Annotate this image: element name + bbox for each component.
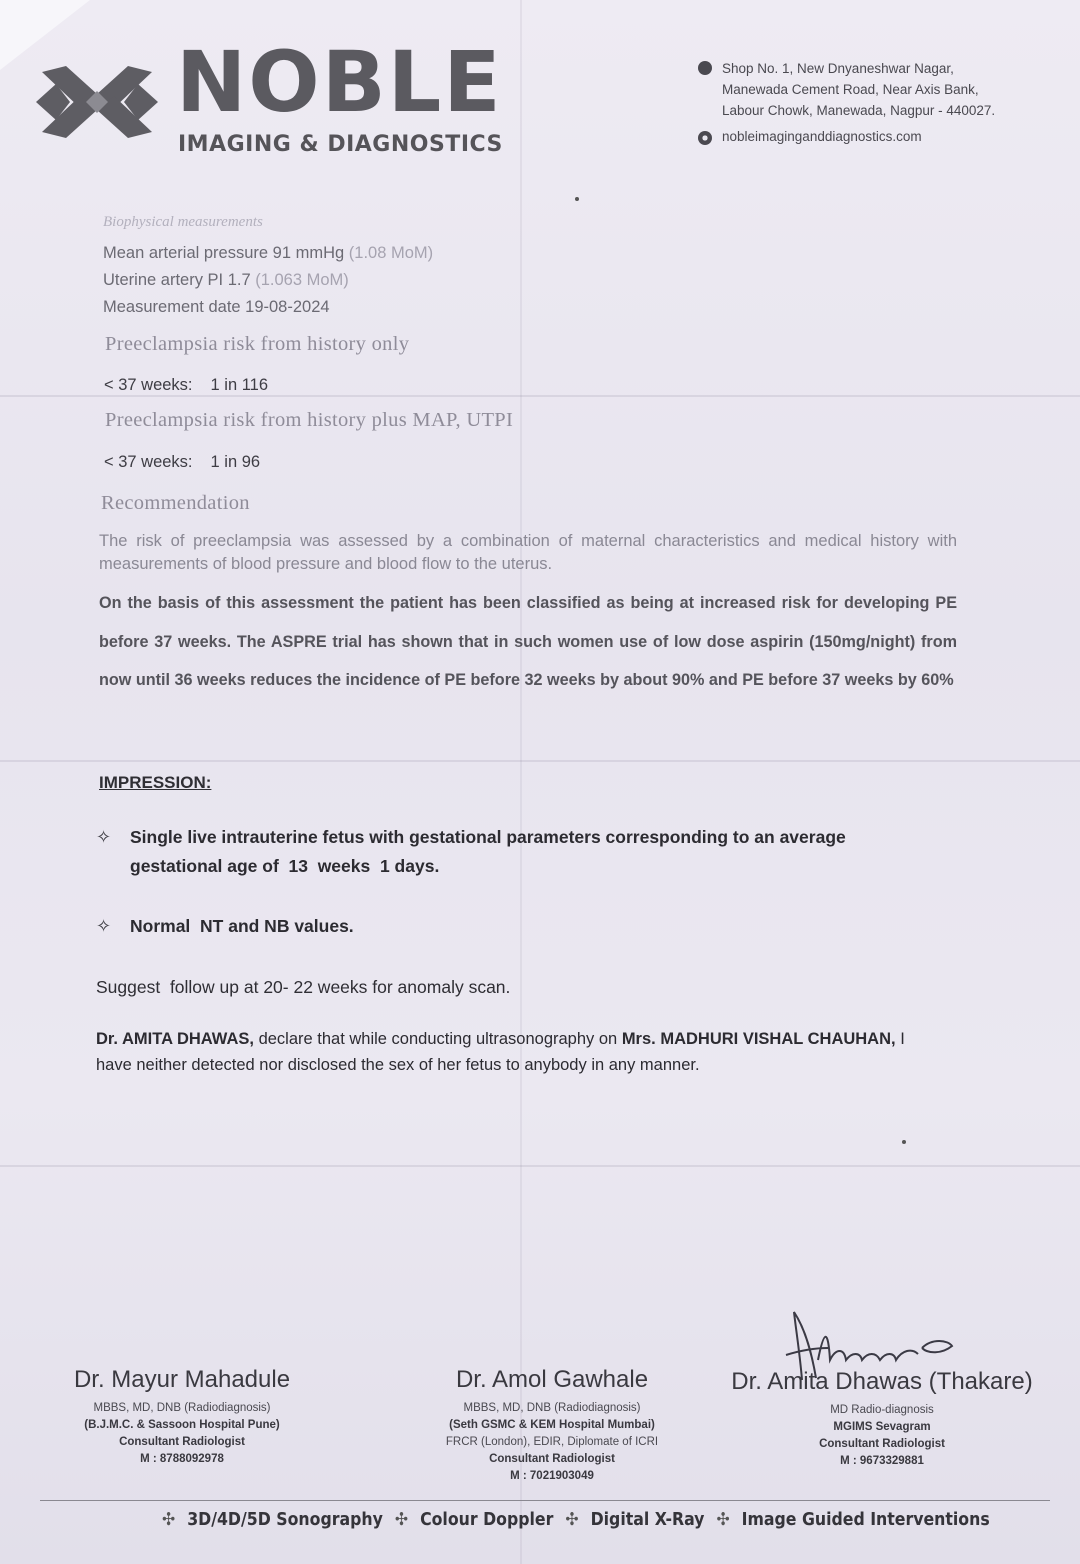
paper-fold: [0, 395, 1080, 397]
ink-dot: [902, 1140, 906, 1144]
paper-fold: [0, 1165, 1080, 1167]
doctor-card: [412, 1366, 692, 1485]
service-item: 3D/4D/5D Sonography: [187, 1510, 383, 1530]
services-footer: [150, 1510, 990, 1530]
impression-line: Single live intrauterine fetus with gestational parameters corresponding to an average: [130, 827, 846, 847]
service-item: Digital X-Ray: [590, 1510, 705, 1530]
declaration-text: declare that while conducting ultrasonography on: [253, 1030, 622, 1048]
recommendation-heading: Recommendation: [101, 492, 250, 514]
measurement-date: Measurement date 19-08-2024: [103, 298, 330, 316]
utpi-label: Uterine artery PI 1.7: [103, 271, 251, 289]
doctor-role: Consultant Radiologist: [119, 1436, 245, 1448]
map-label: Mean arterial pressure 91 mmHg: [103, 244, 345, 262]
clinic-website: [698, 128, 922, 145]
impression-line: gestational age of 13 weeks 1 days.: [130, 856, 440, 876]
doctor-card: [52, 1366, 312, 1468]
risk-plus-heading: Preeclampsia risk from history plus MAP, UTPI: [105, 409, 514, 431]
doctor-role: Consultant Radiologist: [489, 1453, 615, 1465]
separator-icon: ✣: [716, 1510, 730, 1530]
clinic-address: [698, 58, 995, 121]
paper-fold: [0, 760, 1080, 762]
declaration: [96, 1026, 916, 1078]
impression-heading: IMPRESSION:: [99, 773, 212, 792]
footer-divider: [40, 1500, 1050, 1501]
noble-logo-icon: [36, 62, 158, 142]
ink-dot: [575, 197, 579, 201]
risk-value: 1 in 116: [210, 376, 269, 394]
website-text: nobleimaginganddiagnostics.com: [722, 129, 922, 144]
biophysical-heading: Biophysical measurements: [103, 214, 263, 230]
doctor-mobile: M : 8788092978: [140, 1453, 224, 1465]
follow-up-suggestion: Suggest follow up at 20- 22 weeks for anomaly scan.: [96, 977, 511, 997]
declaration-text: I have neither detected nor disclosed the sex of her fetus to anybody in any manner.: [96, 1030, 905, 1074]
doctor-mobile: M : 9673329881: [840, 1455, 924, 1467]
risk-plus-result: [104, 453, 260, 472]
location-pin-icon: [698, 61, 712, 75]
paper-fold: [520, 0, 522, 1564]
globe-icon: [698, 131, 712, 145]
brand-subtitle: IMAGING & DIAGNOSTICS: [178, 132, 503, 157]
brand-name: NOBLE: [176, 33, 503, 131]
impression-item: [96, 823, 846, 881]
separator-icon: ✣: [565, 1510, 579, 1530]
doctor-qualification: MD Radio-diagnosis: [830, 1404, 934, 1416]
doctor-institution: (B.J.M.C. & Sassoon Hospital Pune): [84, 1419, 280, 1431]
risk-value: 1 in 96: [210, 453, 261, 471]
declaring-doctor: Dr. AMITA DHAWAS,: [96, 1030, 254, 1048]
doctor-extra-qualification: FRCR (London), EDIR, Diplomate of ICRI: [445, 1436, 659, 1448]
service-item: Image Guided Interventions: [741, 1510, 990, 1530]
doctor-name: Dr. Mayur Mahadule: [73, 1366, 291, 1393]
doctor-name: Dr. Amita Dhawas (Thakare): [731, 1368, 1033, 1395]
map-mom: (1.08 MoM): [348, 244, 434, 262]
address-line: Labour Chowk, Manewada, Nagpur - 440027.: [722, 103, 996, 118]
risk-history-heading: Preeclampsia risk from history only: [105, 333, 410, 355]
utpi-measurement: [103, 271, 349, 290]
weeks-label: < 37 weeks:: [104, 376, 193, 394]
separator-icon: ✣: [162, 1510, 176, 1530]
assessment-text: On the basis of this assessment the patient has been classified as being at increased risk for developing PE before 37 weeks. The ASPRE trial has shown that in such women use of low dose aspirin (150mg/night) from now until 36 weeks reduces the incidence of PE before 32 weeks by about 90% and PE before 37 weeks by 60%: [99, 594, 957, 689]
weeks-label: < 37 weeks:: [104, 453, 193, 471]
doctor-card: [722, 1368, 1042, 1470]
map-measurement: [103, 244, 433, 263]
patient-name: Mrs. MADHURI VISHAL CHAUHAN,: [621, 1030, 896, 1048]
service-item: Colour Doppler: [420, 1510, 554, 1530]
doctor-mobile: M : 7021903049: [510, 1470, 594, 1482]
doctor-institution: MGIMS Sevagram: [833, 1421, 931, 1433]
recommendation-text: The risk of preeclampsia was assessed by a combination of maternal characteristics and medical history with measurements of blood pressure and blood flow to the uterus.: [99, 532, 957, 573]
doctor-qualification: MBBS, MD, DNB (Radiodiagnosis): [463, 1402, 641, 1414]
impression-line: Normal NT and NB values.: [130, 916, 354, 936]
separator-icon: ✣: [394, 1510, 409, 1530]
folded-corner: [0, 0, 90, 70]
star-bullet-icon: ✧: [96, 916, 112, 936]
doctor-qualification: MBBS, MD, DNB (Radiodiagnosis): [93, 1402, 271, 1414]
star-bullet-icon: ✧: [96, 827, 112, 847]
address-line: Manewada Cement Road, Near Axis Bank,: [722, 82, 979, 97]
doctor-role: Consultant Radiologist: [819, 1438, 945, 1450]
address-line: Shop No. 1, New Dnyaneshwar Nagar,: [722, 61, 954, 76]
impression-item: [96, 912, 354, 941]
doctor-institution: (Seth GSMC & KEM Hospital Mumbai): [449, 1419, 655, 1431]
utpi-mom: (1.063 MoM): [255, 271, 349, 289]
doctor-name: Dr. Amol Gawhale: [455, 1366, 649, 1393]
risk-history-result: [104, 376, 268, 395]
